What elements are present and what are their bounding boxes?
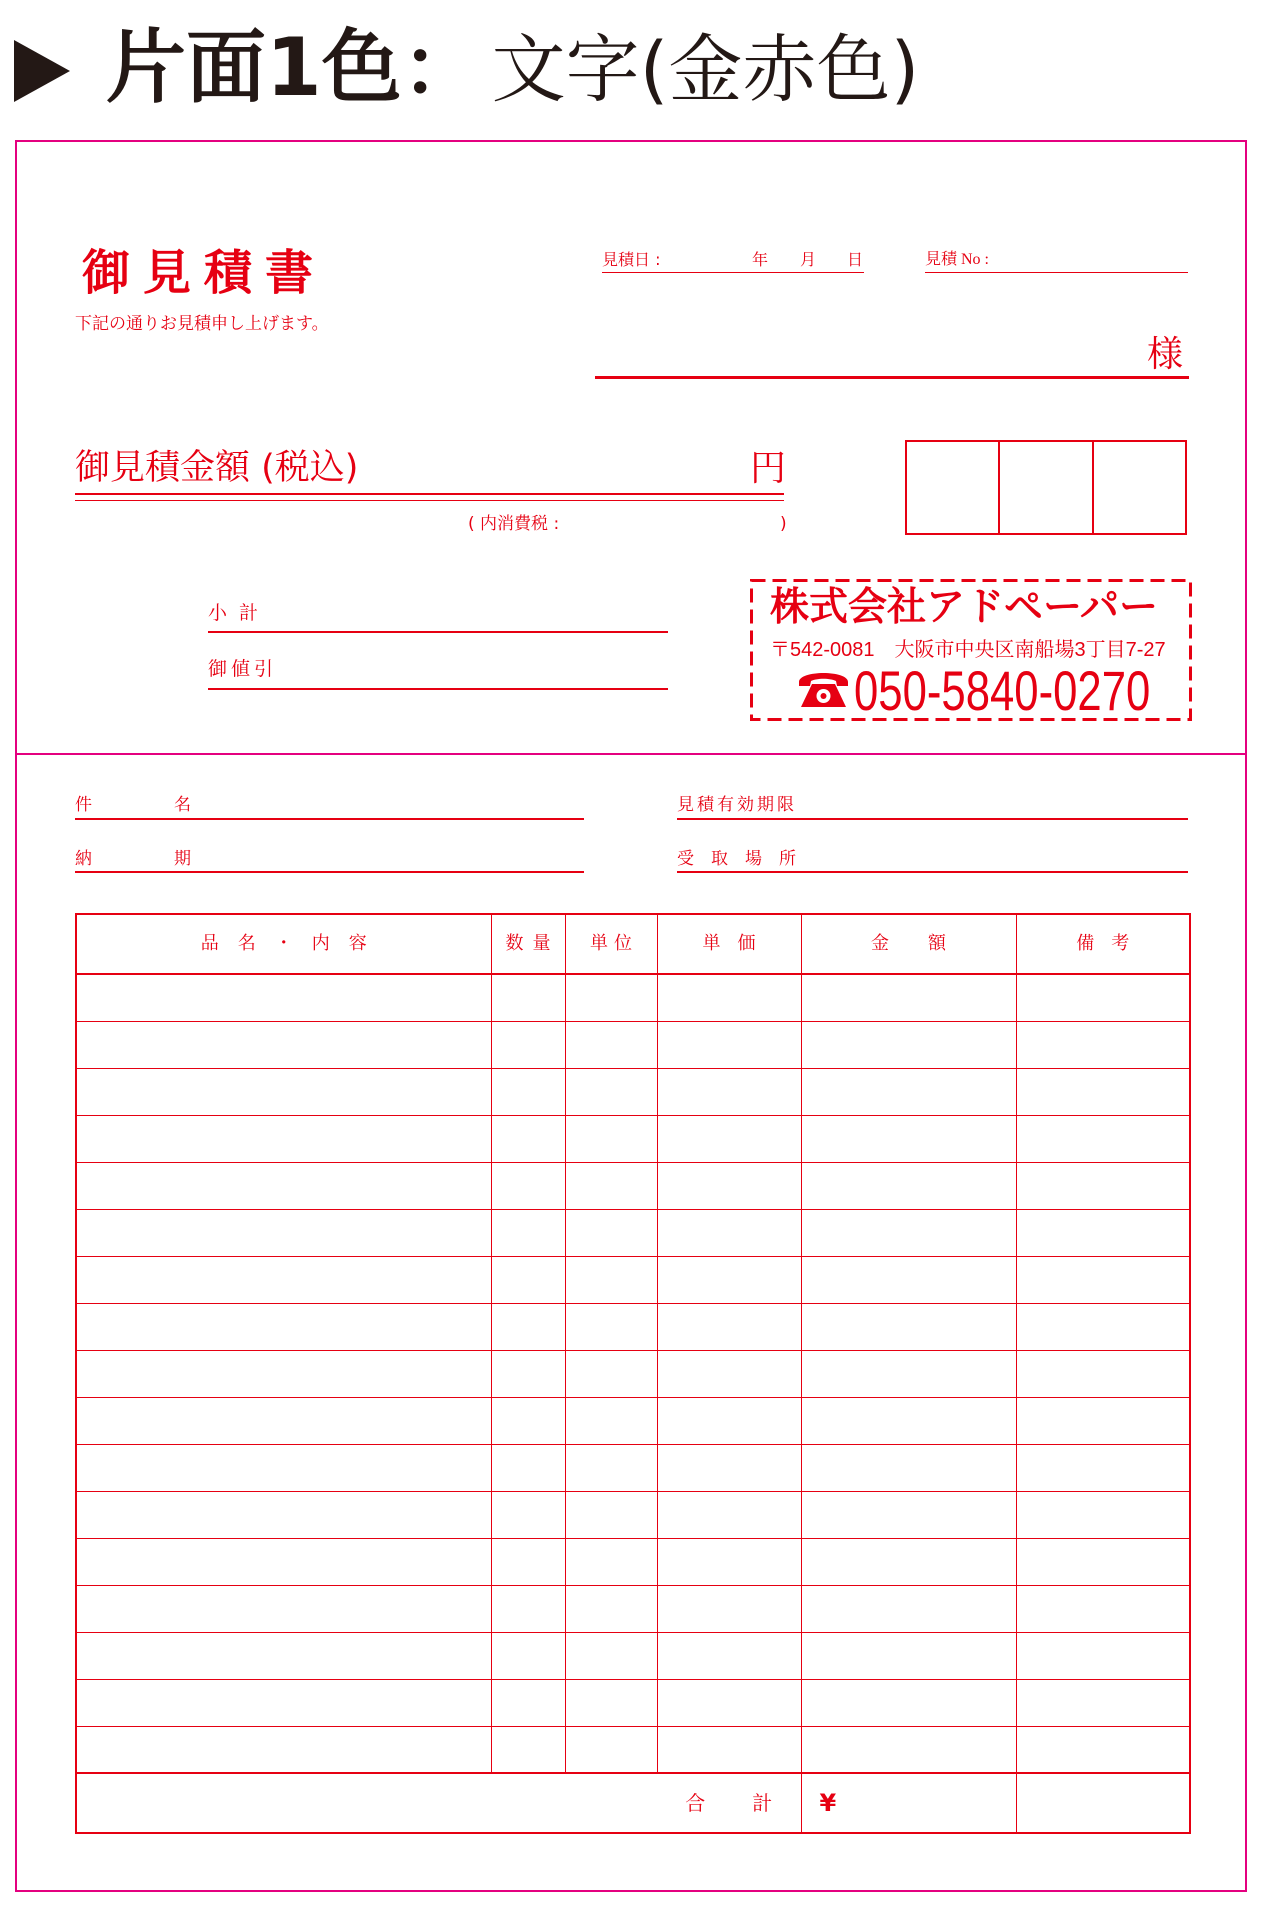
subtotal-label: 小計 [208,602,271,624]
stamp-company-name: 株式会社アドペーパー [770,586,1159,629]
cell-unit-price [657,1209,801,1256]
telephone-icon [798,669,849,709]
table-header-row [76,914,1190,974]
cell-quantity [491,974,565,1021]
header-unit [565,914,657,974]
cell-remarks [1016,1491,1190,1538]
table-row [76,1021,1190,1068]
cell-unit-price [657,1350,801,1397]
delivery-line [75,871,584,873]
cell-amount [801,1350,1016,1397]
cell-remarks [1016,1162,1190,1209]
table-row [76,1632,1190,1679]
cell-unit [565,1444,657,1491]
amount-double-rule-bottom [75,500,784,501]
cell-remarks [1016,1350,1190,1397]
table-row [76,1726,1190,1773]
cell-amount [801,1021,1016,1068]
seal-box [1094,442,1185,533]
table-row [76,1538,1190,1585]
cell-remarks [1016,1303,1190,1350]
total-amount-cell [801,1773,1016,1833]
cell-unit-price [657,1397,801,1444]
cell-item [76,974,491,1021]
cell-remarks [1016,1021,1190,1068]
table-row [76,1350,1190,1397]
cell-unit [565,1209,657,1256]
location-label: 受取場所 [677,849,813,869]
cell-item [76,1350,491,1397]
cell-amount [801,974,1016,1021]
amount-label: 御見積金額 (税込) [75,448,359,488]
cell-unit [565,1538,657,1585]
total-spacer-cell [76,1773,657,1833]
form-title: 御見積書 [82,245,327,301]
location-line [677,871,1188,873]
validity-label: 見積有効期限 [677,795,797,815]
cell-amount [801,1444,1016,1491]
tax-label: ( 内消費税 : [468,514,560,534]
cell-unit [565,1021,657,1068]
cell-unit [565,1162,657,1209]
form-intro: 下記の通りお見積申し上げます。 [75,314,329,334]
date-label: 見積日 : [602,250,661,269]
cell-unit-price [657,1632,801,1679]
cell-quantity [491,1115,565,1162]
date-month: 月 [800,250,817,269]
header-remarks [1016,914,1190,974]
cell-item [76,1256,491,1303]
table-row [76,1256,1190,1303]
estimate-number-field [925,252,1188,273]
cell-unit [565,1632,657,1679]
header-item-label: 品名・内容 [200,933,386,954]
cell-unit-price [657,1538,801,1585]
cell-amount [801,1397,1016,1444]
banner-title [106,21,920,114]
total-label-cell [657,1773,820,1833]
subject-label: 件名 [75,795,273,815]
cell-unit [565,1256,657,1303]
cell-amount [801,1068,1016,1115]
total-label: 合計 [685,1790,820,1815]
cell-amount [801,1115,1016,1162]
table-row [76,1162,1190,1209]
cell-item [76,1162,491,1209]
stamp-phone-number: 050-5840-0270 [854,659,1151,722]
cell-item [76,1444,491,1491]
header-item [76,914,491,974]
cell-remarks [1016,1679,1190,1726]
cell-quantity [491,1444,565,1491]
cell-unit [565,1397,657,1444]
cell-remarks [1016,1632,1190,1679]
cell-unit-price [657,1585,801,1632]
cell-unit-price [657,974,801,1021]
seal-box [907,442,1000,533]
total-remarks-cell [1016,1773,1190,1833]
cell-unit [565,1350,657,1397]
stamp-address: 〒542-0081 大阪市中央区南船場3丁目7-27 [770,639,1166,661]
table-row [76,1068,1190,1115]
cell-amount [801,1726,1016,1773]
cell-item [76,1021,491,1068]
cell-quantity [491,1021,565,1068]
cell-quantity [491,1209,565,1256]
cell-amount [801,1303,1016,1350]
cell-amount [801,1256,1016,1303]
cell-remarks [1016,1397,1190,1444]
amount-double-rule-top [75,493,784,495]
seal-box [1000,442,1093,533]
cell-amount [801,1632,1016,1679]
table-row [76,1209,1190,1256]
subject-line [75,818,584,820]
banner-title-light: 文字(金赤色) [491,27,920,113]
header-remarks-label: 備考 [1076,933,1147,954]
cell-unit [565,974,657,1021]
cell-quantity [491,1585,565,1632]
cell-item [76,1068,491,1115]
addressee-line [595,376,1189,379]
cell-quantity [491,1256,565,1303]
header-amount [801,914,1016,974]
cell-unit-price [657,1115,801,1162]
cell-amount [801,1491,1016,1538]
section-divider [15,753,1247,755]
cell-unit [565,1679,657,1726]
cell-unit [565,1491,657,1538]
cell-remarks [1016,1256,1190,1303]
cell-quantity [491,1632,565,1679]
header-unit-price [657,914,801,974]
cell-item [76,1209,491,1256]
subtotal-line [208,631,668,633]
total-row [76,1773,1190,1833]
table-row [76,1397,1190,1444]
discount-line [208,688,668,690]
cell-unit [565,1303,657,1350]
tax-close-paren: ) [780,514,787,534]
cell-item [76,1538,491,1585]
cell-quantity [491,1303,565,1350]
cell-unit [565,1115,657,1162]
cell-unit [565,1726,657,1773]
table-row [76,1585,1190,1632]
date-year: 年 [752,250,769,269]
cell-quantity [491,1679,565,1726]
cell-item [76,1115,491,1162]
amount-unit: 円 [750,448,787,489]
estimate-number-label: 見積 No : [925,251,990,268]
cell-amount [801,1585,1016,1632]
cell-remarks [1016,1209,1190,1256]
cell-quantity [491,1726,565,1773]
cell-item [76,1632,491,1679]
date-field [602,252,864,273]
cell-amount [801,1679,1016,1726]
cell-amount [801,1538,1016,1585]
cell-item [76,1303,491,1350]
cell-unit-price [657,1303,801,1350]
cell-unit [565,1585,657,1632]
delivery-label: 納期 [75,849,273,869]
cell-unit-price [657,1068,801,1115]
cell-amount [801,1162,1016,1209]
table-row [76,974,1190,1021]
discount-label: 御値引 [208,658,278,680]
cell-item [76,1679,491,1726]
addressee-suffix: 様 [1147,334,1184,375]
table-row [76,1679,1190,1726]
header-unit-label: 単位 [590,933,638,954]
cell-unit-price [657,1726,801,1773]
cell-quantity [491,1350,565,1397]
header-unit-price-label: 単価 [702,933,773,954]
cell-unit-price [657,1491,801,1538]
company-stamp [750,579,1192,721]
cell-unit [565,1068,657,1115]
table-row [76,1115,1190,1162]
validity-line [677,818,1188,820]
cell-remarks [1016,974,1190,1021]
cell-unit-price [657,1021,801,1068]
banner-title-bold: 片面1色： [106,21,482,114]
play-triangle-icon [14,40,70,102]
cell-remarks [1016,1585,1190,1632]
cell-amount [801,1209,1016,1256]
cell-remarks [1016,1538,1190,1585]
header-quantity [491,914,565,974]
cell-item [76,1397,491,1444]
cell-item [76,1491,491,1538]
date-day: 日 [847,250,864,269]
table-row [76,1491,1190,1538]
cell-quantity [491,1068,565,1115]
header-quantity-label: 数量 [505,933,560,954]
table-row [76,1444,1190,1491]
cell-unit-price [657,1162,801,1209]
cell-unit-price [657,1256,801,1303]
currency-symbol: ¥ [819,1789,837,1817]
cell-item [76,1726,491,1773]
cell-item [76,1585,491,1632]
table-row [76,1303,1190,1350]
cell-quantity [491,1538,565,1585]
cell-remarks [1016,1726,1190,1773]
cell-remarks [1016,1115,1190,1162]
seal-boxes [905,440,1187,535]
cell-unit-price [657,1444,801,1491]
quote-table [75,913,1191,1834]
cell-remarks [1016,1068,1190,1115]
cell-quantity [491,1491,565,1538]
cell-unit-price [657,1679,801,1726]
cell-quantity [491,1162,565,1209]
header-amount-label: 金額 [871,933,985,954]
cell-quantity [491,1397,565,1444]
cell-remarks [1016,1444,1190,1491]
